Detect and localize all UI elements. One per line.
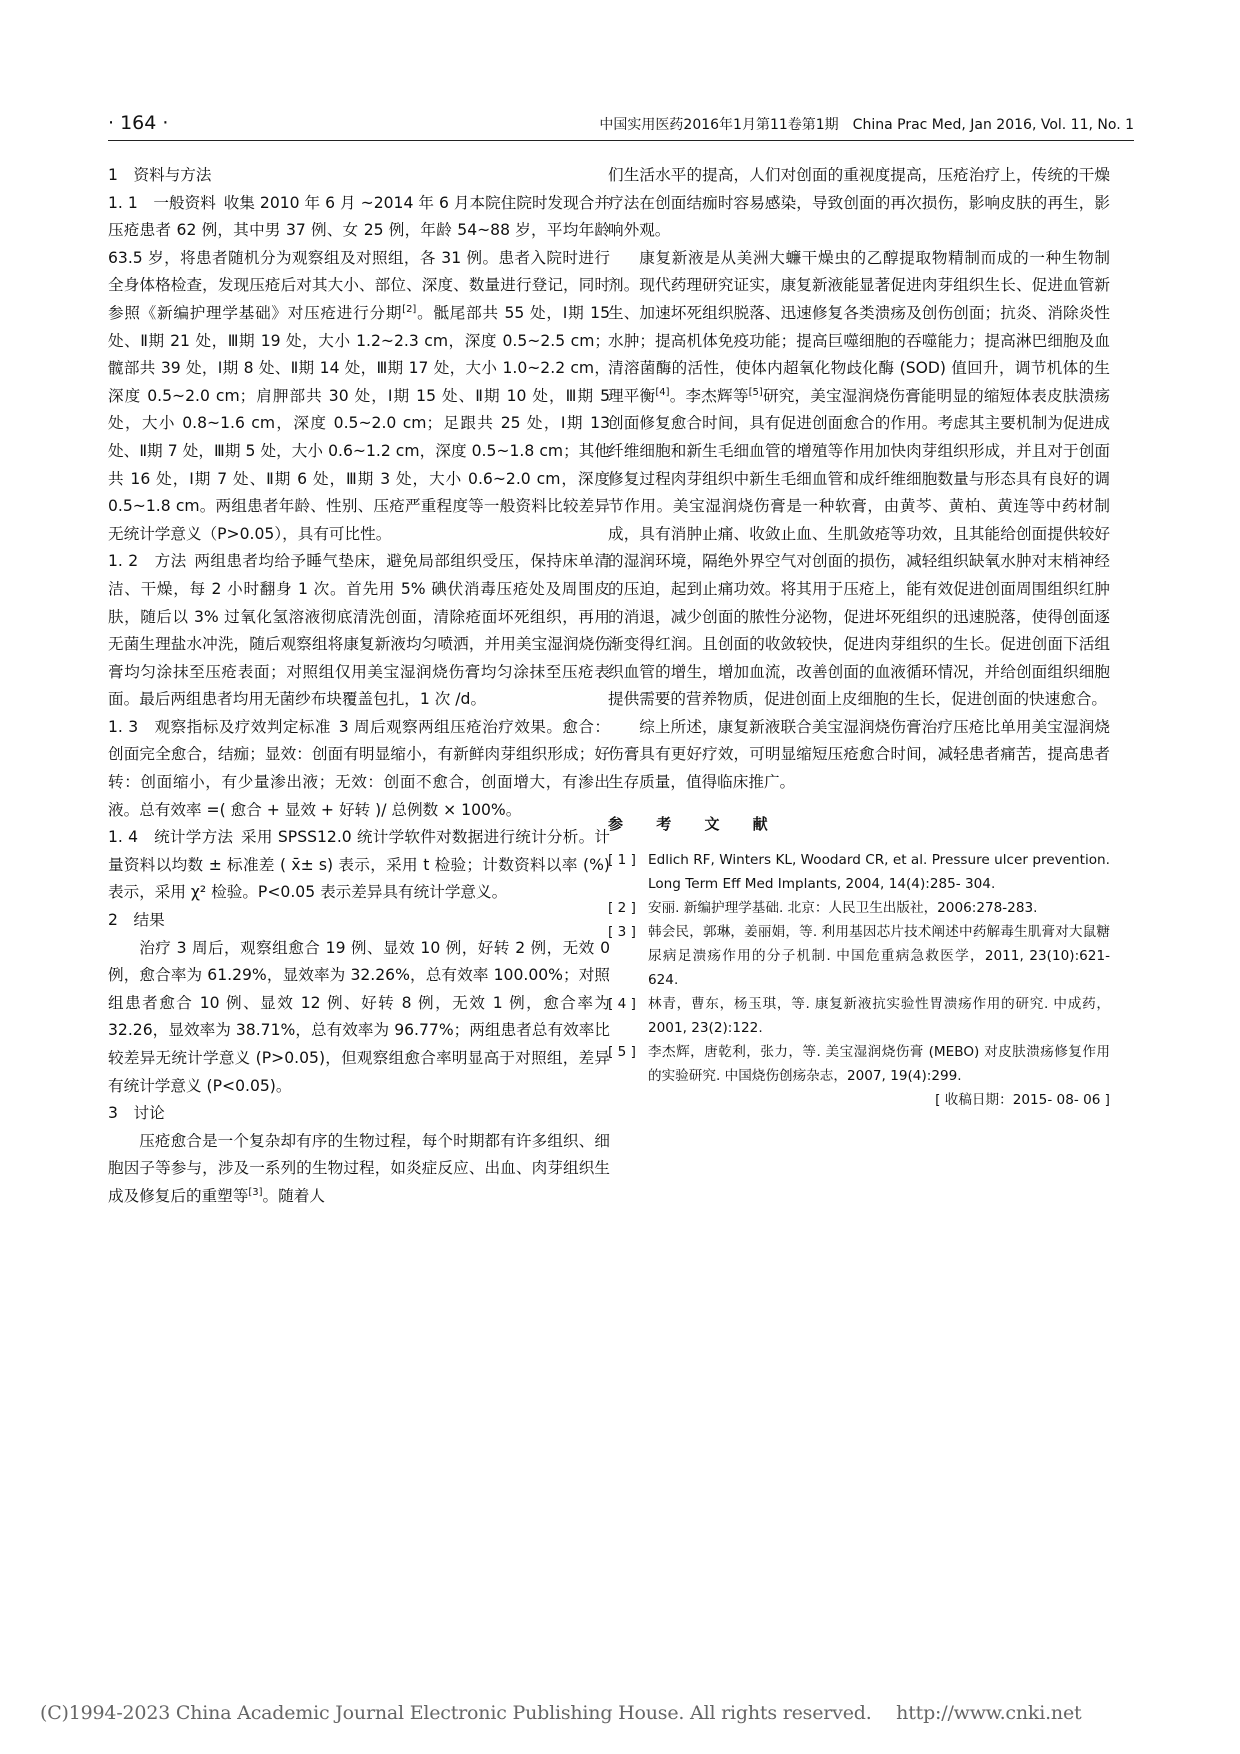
paragraph-text: 3 周后观察两组压疮治疗效果。愈合：创面完全愈合，结痂；显效：创面有明显缩小，有新鲜肉芽组织形成；好转：创面缩小，有少量渗出液；无效：创面不愈合，创面增大，有渗出液。总有效率 =( 愈合 + 显效 + 好转 )/ 总例数 × 100%。 (108, 717, 610, 819)
paragraph-text: 。骶尾部共 55 处，Ⅰ期 15 处、Ⅱ期 21 处，Ⅲ期 19 处，大小 1.2~2.3 cm，深度 0.5~2.5 cm；髋部共 39 处，Ⅰ期 8 处、Ⅱ期 14 处，Ⅲ期 17 处，大小 1.0~2.2 cm，深度 0.5~2.0 cm；肩胛部共 30 处，Ⅰ期 15 处、Ⅱ期 10 处，Ⅲ期 5 处，大小 0.8~1.6 cm，深度 0.5~2.0 cm；足跟共 25 处，Ⅰ期 13 处、Ⅱ期 7 处，Ⅲ期 5 处，大小 0.6~1.2 cm，深度 0.5~1.8 cm；其他共 16 处，Ⅰ期 7 处、Ⅱ期 6 处，Ⅲ期 3 处，大小 0.6~2.0 cm，深度 0.5~1.8 cm。两组患者年龄、性别、压疮严重程度等一般资料比较差异无统计学意义（P>0.05），具有可比性。 (108, 303, 610, 543)
paragraph-results: 治疗 3 周后，观察组愈合 19 例、显效 10 例，好转 2 例，无效 0 例，愈合率为 61.29%，显效率为 32.26%，总有效率 100.00%；对照组患者愈合 10 例、显效 12 例、好转 8 例，无效 1 例，愈合率为 32.26，显效率为 38.71%，总有效率为 96.77%；两组患者总有效率比较差异无统计学意义 (P>0.05)，但观察组愈合率明显高于对照组，差异有统计学意义 (P<0.05)。 (108, 938, 610, 1095)
copyright-footer: (C)1994-2023 China Academic Journal Electronic Publishing House. All rights reserved. http://www.cnki.net (40, 1702, 1082, 1724)
reference-item (608, 896, 1110, 920)
section-heading-results: 2 结果 (108, 911, 165, 930)
page-number: · 164 · (108, 112, 169, 134)
subsection-lead: 1. 1 一般资料 (108, 193, 216, 212)
reference-item (608, 992, 1110, 1040)
header-rule (108, 140, 1134, 141)
paragraph-methods (108, 548, 610, 714)
citation: [4] (655, 386, 670, 398)
paragraph-drug-mechanism (608, 245, 1110, 714)
reference-number: [ 4 ] (608, 996, 636, 1013)
section-heading-methods: 1 资料与方法 (108, 166, 212, 184)
reference-number: [ 3 ] (608, 924, 636, 941)
page-header (108, 112, 1134, 138)
paragraph-text: 康复新液是从美洲大蠊干燥虫的乙醇提取物精制而成的一种生物制剂。现代药理研究证实，康复新液能显著促进肉芽组织生长、促进血管新生、加速坏死组织脱落、迅速修复各类溃疡及创伤创面；抗炎、消除炎性水肿；提高机体免疫功能；提高巨噬细胞的吞噬能力；提高淋巴细胞及血清溶菌酶的活性，使体内超氧化物歧化酶 (SOD) 值回升，调节机体的生理平衡 (608, 248, 1110, 405)
reference-text: 林青，曹东，杨玉琪，等. 康复新液抗实验性胃溃疡作用的研究. 中成药，2001, 23(2):122. (648, 996, 1110, 1037)
reference-text: 安丽. 新编护理学基础. 北京：人民卫生出版社，2006:278-283. (648, 900, 1038, 917)
paragraph-conclusion: 综上所述，康复新液联合美宝湿润烧伤膏治疗压疮比单用美宝湿润烧伤膏具有更好疗效，可明显缩短压疮愈合时间，减轻患者痛苦，提高患者生存质量，值得临床推广。 (608, 717, 1110, 792)
journal-info: 中国实用医药2016年1月第11卷第1期 China Prac Med, Jan 2016, Vol. 11, No. 1 (599, 117, 1134, 133)
paragraph-text: 研究，美宝湿润烧伤膏能明显的缩短体表皮肤溃疡创面修复愈合时间，具有促进创面愈合的作用。考虑其主要机制为促进成纤维细胞和新生毛细血管的增殖等作用加快肉芽组织形成，并且对于创面修复过程肉芽组织中新生毛细血管和成纤维细胞数量与形态具有良好的调节作用。美宝湿润烧伤膏是一种软膏，由黄芩、黄柏、黄连等中药材制成，具有消肿止痛、收敛止血、生肌敛疮等功效，且其能给创面提供较好的湿润环境，隔绝外界空气对创面的损伤，减轻组织缺氧水肿对末梢神经的压迫，起到止痛功效。将其用于压疮上，能有效促进创面周围组织红肿的消退，减少创面的脓性分泌物，促进坏死组织的迅速脱落，使得创面逐渐变得红润。且创面的收敛较快，促进肉芽组织的生长。促进创面下活组织血管的增生，增加血流，改善创面的血液循环情况，并给创面组织细胞提供需要的营养物质，促进创面上皮细胞的生长，促进创面的快速愈合。 (608, 386, 1110, 709)
paragraph-text: 采用 SPSS12.0 统计学软件对数据进行统计分析。计量资料以均数 ± 标准差 ( x̄± s) 表示，采用 t 检验；计数资料以率 (%) 表示，采用 χ² 检验。P<0.05 表示差异具有统计学意义。 (108, 828, 610, 902)
paragraph-text: 。李杰辉等 (669, 386, 749, 405)
reference-item (608, 1040, 1110, 1088)
references-title: 参 考 文 献 (608, 814, 782, 833)
paragraph-text: 压疮愈合是一个复杂却有序的生物过程，每个时期都有许多组织、细胞因子等参与，涉及一系列的生物过程，如炎症反应、出血、肉芽组织生成及修复后的重塑等 (108, 1131, 610, 1205)
subsection-lead: 1. 2 方法 (108, 552, 187, 571)
reference-item (608, 920, 1110, 992)
paragraph-general-data (108, 190, 610, 549)
paragraph-discussion (108, 1128, 610, 1211)
reference-text: 韩会民，郭琳，姜丽娟，等. 利用基因芯片技术阐述中药解毒生肌膏对大鼠糖尿病足溃疡作用的分子机制. 中国危重病急救医学，2011, 23(10):621- 624. (648, 924, 1110, 989)
paragraph-text: 。随着人 (262, 1186, 325, 1205)
subsection-lead: 1. 4 统计学方法 (108, 828, 234, 847)
citation: [3] (248, 1186, 263, 1198)
paragraph-criteria (108, 714, 610, 824)
paragraph-text: 收集 2010 年 6 月 ~2014 年 6 月本院住院时发现合并压疮患者 62 例，其中男 37 例、女 25 例，年龄 54~88 岁，平均年龄 63.5 岁，将患者随机分为观察组及对照组，各 31 例。患者入院时进行全身体格检查，发现压疮后对其大小、部位、深度、数量进行登记，同时参照《新编护理学基础》对压疮进行分期 (108, 193, 611, 322)
reference-text: Edlich RF, Winters KL, Woodard CR, et al. Pressure ulcer prevention. Long Term Eff Med Implants, 2004, 14(4):285- 304. (648, 852, 1110, 893)
reference-list (608, 848, 1110, 1088)
reference-number: [ 5 ] (608, 1044, 636, 1061)
right-column (608, 162, 1110, 1112)
reference-text: 李杰辉，唐乾利，张力，等. 美宝湿润烧伤膏 (MEBO) 对皮肤溃疡修复作用的实验研究. 中国烧伤创疡杂志，2007, 19(4):299. (648, 1044, 1110, 1085)
citation: [5] (748, 386, 763, 398)
received-date: [ 收稿日期：2015- 08- 06 ] (935, 1092, 1110, 1109)
reference-number: [ 2 ] (608, 900, 636, 917)
reference-item (608, 848, 1110, 896)
citation: [2] (402, 303, 417, 315)
paragraph-discussion-cont: 们生活水平的提高，人们对创面的重视度提高，压疮治疗上，传统的干燥疗法在创面结痂时容易感染，导致创面的再次损伤，影响皮肤的再生，影响外观。 (608, 166, 1110, 240)
subsection-lead: 1. 3 观察指标及疗效判定标准 (108, 717, 331, 736)
paragraph-statistics (108, 824, 610, 907)
reference-number: [ 1 ] (608, 852, 636, 869)
section-heading-discussion: 3 讨论 (108, 1104, 165, 1123)
paragraph-text: 两组患者均给予睡气垫床，避免局部组织受压，保持床单清洁、干燥，每 2 小时翻身 1 次。首先用 5% 碘伏消毒压疮处及周围皮肤，随后以 3% 过氧化氢溶液彻底清洗创面，清除疮面坏死组织，再用无菌生理盐水冲洗，随后观察组将康复新液均匀喷洒，并用美宝湿润烧伤膏均匀涂抹至压疮表面；对照组仅用美宝湿润烧伤膏均匀涂抹至压疮表面。最后两组患者均用无菌纱布块覆盖包扎，1 次 /d。 (108, 552, 610, 709)
left-column (108, 162, 610, 1211)
